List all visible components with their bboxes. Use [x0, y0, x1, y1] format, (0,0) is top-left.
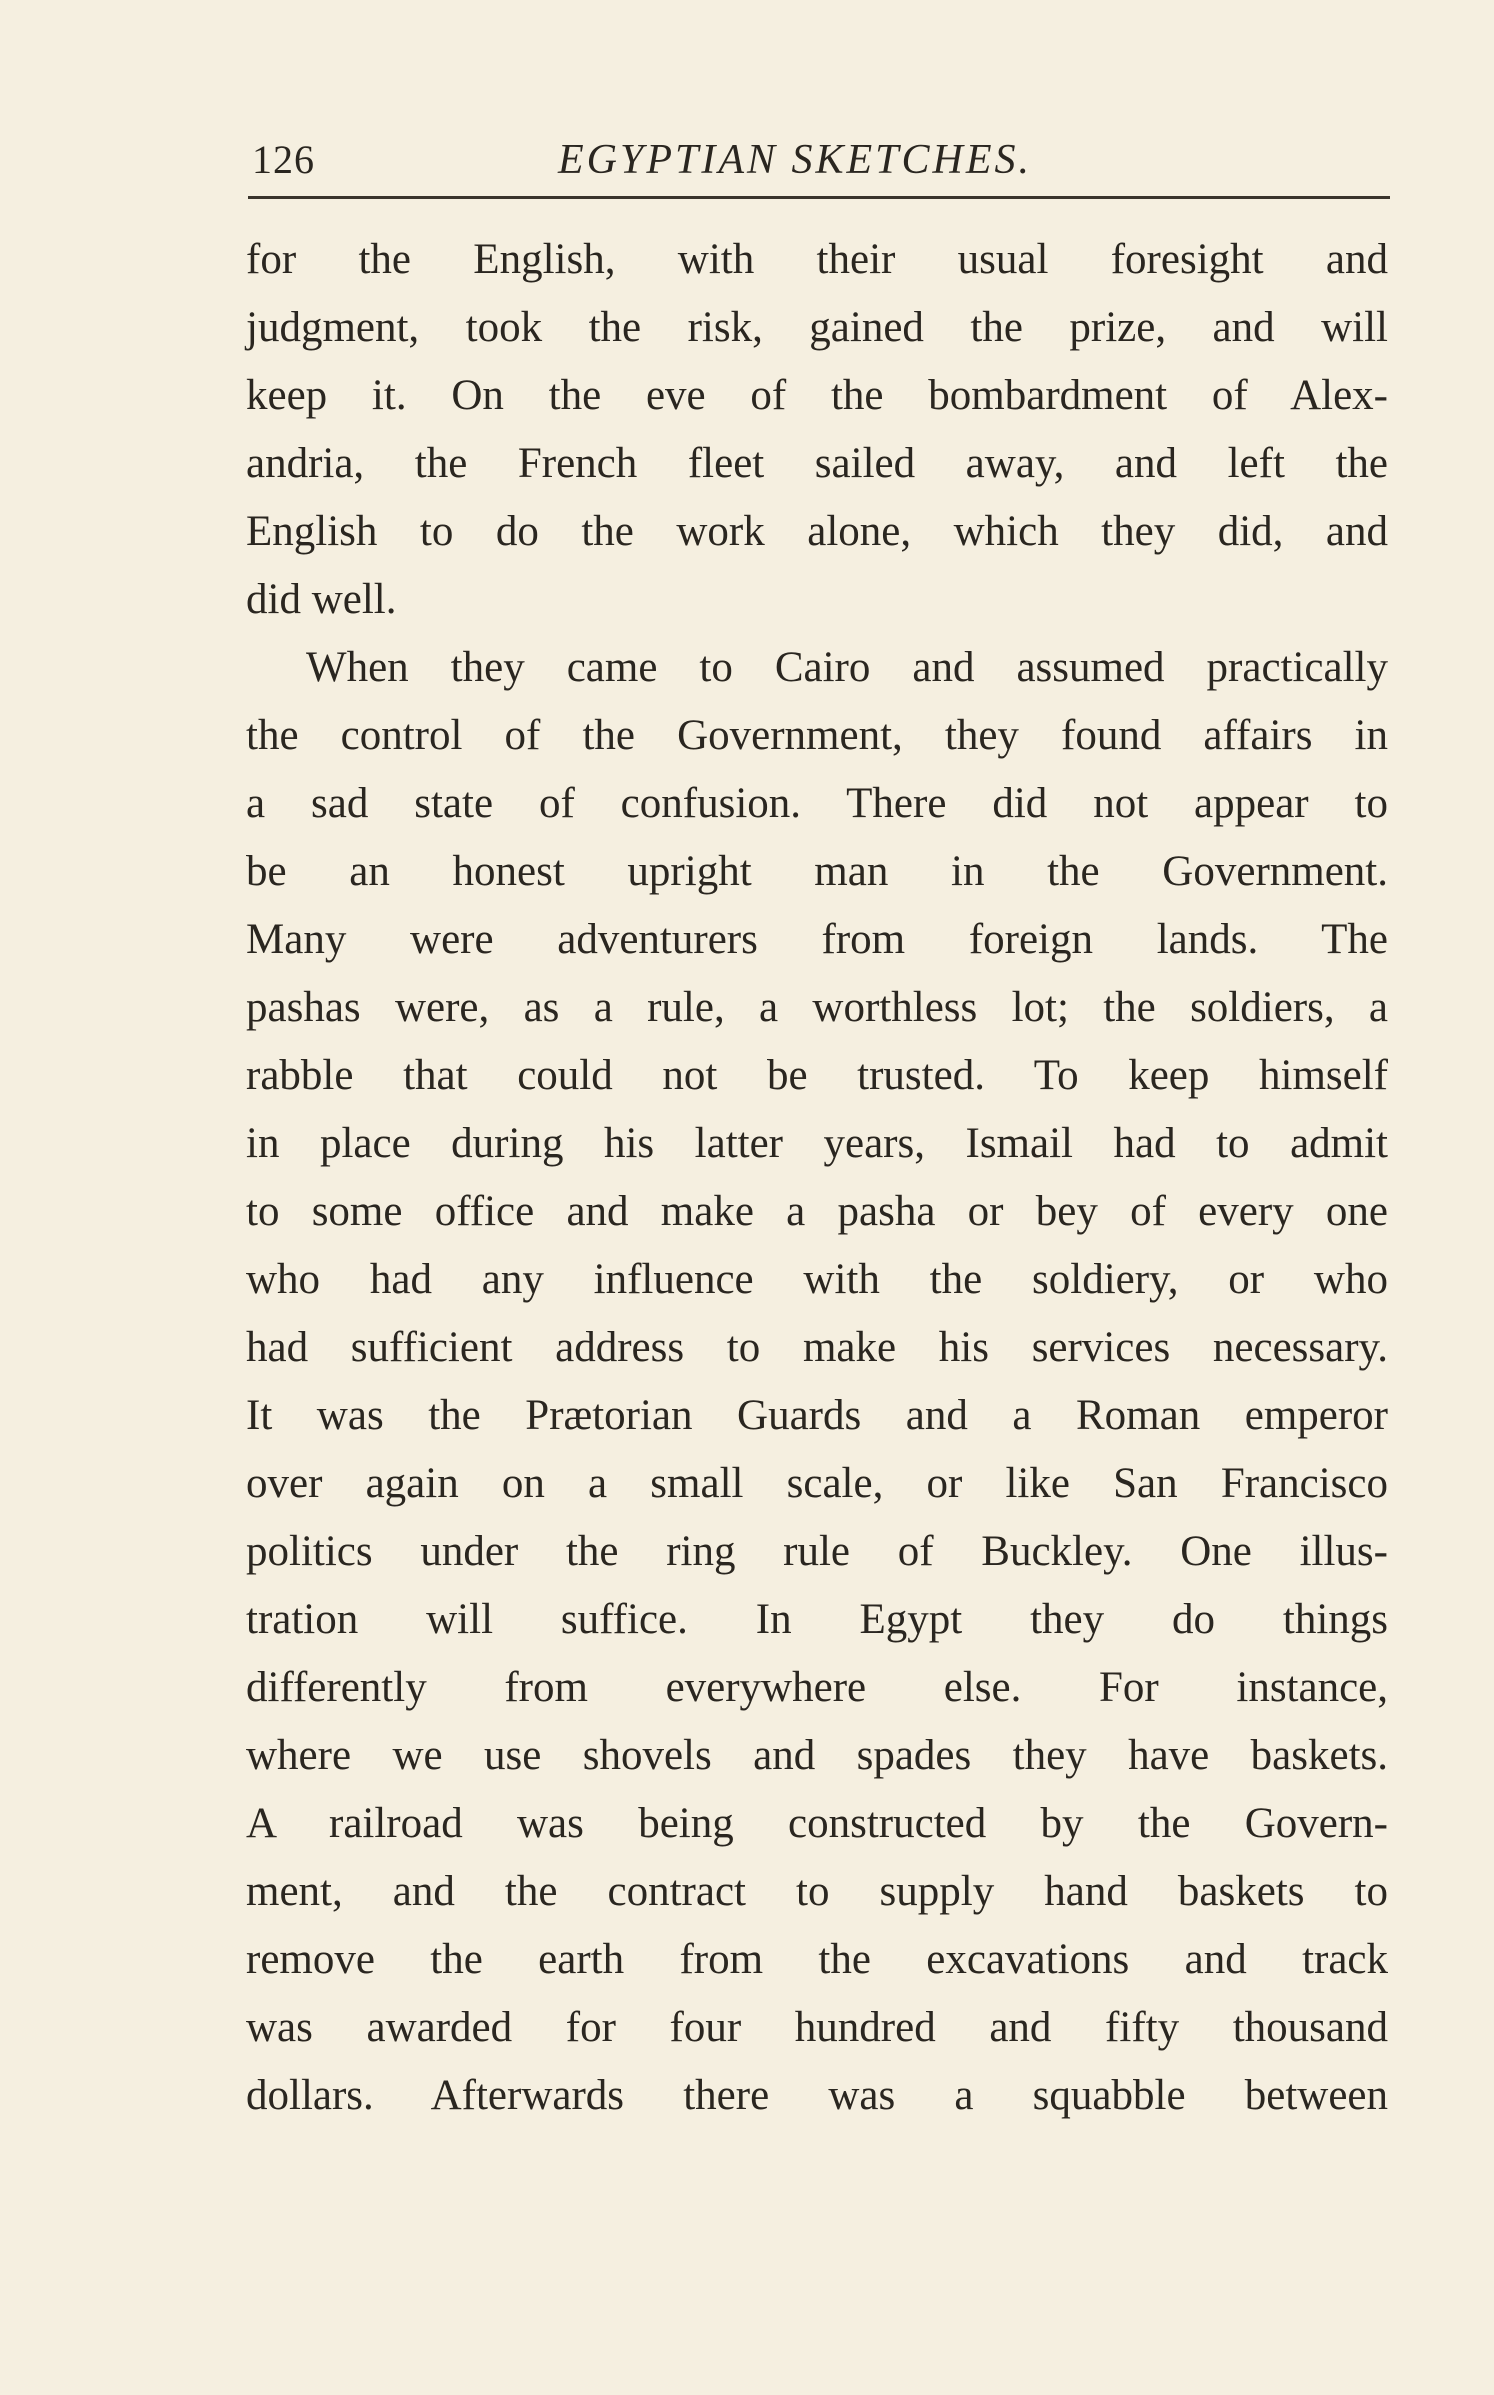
- text-line: dollars. Afterwards there was a squabble between: [246, 2072, 1388, 2119]
- text-line: be an honest upright man in the Government.: [246, 848, 1388, 895]
- text-line: remove the earth from the excavations and track: [246, 1936, 1388, 1983]
- text-line: for the English, with their usual foresight and: [246, 236, 1388, 283]
- text-line: differently from everywhere else. For instance,: [246, 1664, 1388, 1711]
- text-line: a sad state of confusion. There did not appear to: [246, 780, 1388, 827]
- text-line: Many were adventurers from foreign lands. The: [246, 916, 1388, 963]
- text-line: pashas were, as a rule, a worthless lot; the soldiers, a: [246, 984, 1388, 1031]
- text-line: andria, the French fleet sailed away, and left the: [246, 440, 1388, 487]
- text-line: keep it. On the eve of the bombardment of Alex-: [246, 372, 1388, 419]
- text-line: A railroad was being constructed by the Govern-: [246, 1800, 1388, 1847]
- text-line: had sufficient address to make his services necessary.: [246, 1324, 1388, 1371]
- text-line: in place during his latter years, Ismail had to admit: [246, 1120, 1388, 1167]
- text-line: to some office and make a pasha or bey of every one: [246, 1188, 1388, 1235]
- text-line: It was the Prætorian Guards and a Roman emperor: [246, 1392, 1388, 1439]
- running-title: EGYPTIAN SKETCHES.: [558, 137, 1033, 183]
- text-line: When they came to Cairo and assumed practically: [306, 644, 1388, 691]
- text-line: was awarded for four hundred and fifty thousand: [246, 2004, 1388, 2051]
- text-line: the control of the Government, they found affairs in: [246, 712, 1388, 759]
- text-line: tration will suffice. In Egypt they do things: [246, 1596, 1388, 1643]
- text-line: English to do the work alone, which they did, and: [246, 508, 1388, 555]
- body-text: [246, 226, 1388, 2130]
- running-head: [248, 136, 1388, 196]
- text-line: who had any influence with the soldiery, or who: [246, 1256, 1388, 1303]
- page-number: 126: [252, 137, 315, 182]
- text-line: rabble that could not be trusted. To keep himself: [246, 1052, 1388, 1099]
- text-line: politics under the ring rule of Buckley. One illus-: [246, 1528, 1388, 1575]
- text-line: ment, and the contract to supply hand baskets to: [246, 1868, 1388, 1915]
- text-line: did well.: [246, 576, 397, 623]
- text-line: where we use shovels and spades they have baskets.: [246, 1732, 1388, 1779]
- text-line: over again on a small scale, or like San Francisco: [246, 1460, 1388, 1507]
- text-line: judgment, took the risk, gained the prize, and will: [246, 304, 1388, 351]
- header-rule: [248, 196, 1390, 199]
